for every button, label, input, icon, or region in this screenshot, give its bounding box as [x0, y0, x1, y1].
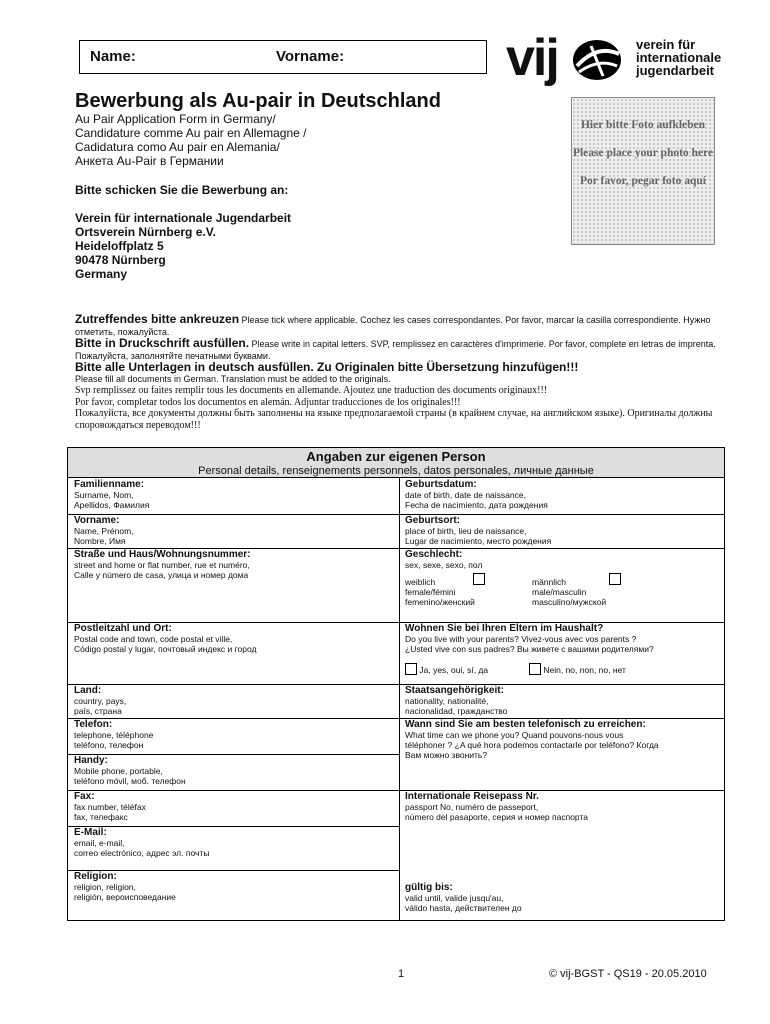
field-hint: Fecha de nacimiento, дата рождения	[405, 500, 548, 510]
field-gueltig-bis[interactable]	[405, 882, 720, 913]
field-label: Land:	[74, 685, 102, 696]
yes-checkbox[interactable]	[405, 663, 417, 675]
field-hint: correo electrónico, адрес эл. почты	[74, 848, 210, 858]
page-title: Bewerbung als Au-pair in Deutschland	[75, 90, 441, 112]
field-hint: street and home or flat number, rue et numéro,	[74, 560, 250, 570]
photo-text-en: Please place your photo here	[572, 147, 714, 159]
field-plz-ort[interactable]	[74, 623, 394, 654]
instruction-print-bold: Bitte in Druckschrift ausfüllen.	[75, 336, 250, 350]
field-hint: Вам можно звонить?	[405, 750, 488, 760]
field-label: gültig bis:	[405, 882, 453, 893]
logo-emblem-icon	[569, 36, 625, 84]
field-email[interactable]	[74, 827, 394, 858]
title-translation: Au Pair Application Form in Germany/	[75, 112, 276, 126]
field-hint: What time can we phone you? Quand pouvons-nous vous	[405, 730, 624, 740]
field-hint: Lugar de nacimiento, место рождения	[405, 536, 552, 546]
title-translation: Анкета Au-Pair в Германии	[75, 154, 224, 168]
option-yes-label: Ja, yes, oui, sí, да	[419, 665, 489, 675]
instruction-tick-bold: Zutreffendes bitte ankreuzen	[75, 312, 240, 326]
column-divider	[399, 478, 400, 921]
male-checkbox[interactable]	[609, 573, 621, 585]
field-handy[interactable]	[74, 755, 394, 786]
field-familienname[interactable]	[74, 479, 394, 510]
field-label: Straße und Haus/Wohnungsnummer:	[74, 549, 251, 560]
photo-text-de: Hier bitte Foto aufkleben	[580, 119, 706, 131]
field-hint: fax, телефакс	[74, 812, 128, 822]
instruction-docs-es: Por favor, completar todos los documentos en alemán. Adjuntar traducciones de los originales!!!	[75, 396, 461, 408]
instructions	[75, 314, 725, 431]
option-no-label: Nein, no, non, no, нет	[543, 665, 626, 675]
field-label: Vorname:	[74, 515, 120, 526]
option-female-label: weiblich	[405, 577, 436, 587]
field-hint: teléfono, телефон	[74, 740, 144, 750]
logo-tagline-line: internationale	[636, 50, 722, 65]
option-yes[interactable]	[405, 663, 488, 675]
field-label: Familienname:	[74, 479, 145, 490]
photo-placeholder[interactable]	[571, 97, 715, 245]
name-label: Name:	[90, 48, 136, 65]
field-erreichbarkeit[interactable]	[405, 719, 723, 760]
address-line: Heideloffplatz 5	[75, 239, 164, 253]
logo-text: vij	[506, 29, 558, 87]
page-number: 1	[398, 968, 405, 980]
field-hint: place of birth, lieu de naissance,	[405, 526, 527, 536]
logo-tagline-line: jugendarbeit	[636, 63, 715, 78]
personal-details-form	[67, 447, 725, 921]
field-label: Religion:	[74, 871, 117, 882]
instruction-docs-en: Please fill all documents in German. Translation must be added to the originals.	[75, 373, 391, 384]
no-checkbox[interactable]	[529, 663, 541, 675]
field-hint: country, pays,	[74, 696, 127, 706]
address-line: Ortsverein Nürnberg e.V.	[75, 225, 216, 239]
field-geburtsdatum[interactable]	[405, 479, 720, 510]
field-hint: date of birth, date de naissance,	[405, 490, 526, 500]
logo-tagline	[636, 38, 721, 77]
field-label: Geschlecht:	[405, 549, 463, 560]
field-hint: país, страна	[74, 706, 122, 716]
instruction-print-text: Please write in capital letters. SVP, remplissez en caractères d'imprimerie. Por favor, complete en letras de imprenta. Пожалуйста, заполнятйте печатными буквами.	[75, 339, 716, 361]
field-hint: religion, religion,	[74, 882, 136, 892]
field-hint: Name, Prénom,	[74, 526, 134, 536]
field-strasse[interactable]	[74, 549, 394, 580]
field-land[interactable]	[74, 685, 394, 716]
instruction-tick-text: Please tick where applicable. Cochez les cases correspondantes. Por favor, marcar la casilla correspondiente. Нужно отметить, пожалуйста.	[75, 315, 711, 337]
field-hint: Calle y número de casa, улица и номер дома	[74, 570, 249, 580]
instruction-docs-ru: Пожалуйста, все документы должны быть заполнены на языке предполагаемой страны (в крайнем случае, на английском языке). Оригиналы должны споровождаться переводом!!!	[75, 408, 713, 431]
field-hint: número del pasaporte, серия и номер паспорта	[405, 812, 588, 822]
field-hint: nationality, nationalité,	[405, 696, 489, 706]
option-female[interactable]	[405, 577, 545, 607]
option-no[interactable]	[529, 663, 626, 675]
field-telefon[interactable]	[74, 719, 394, 750]
field-staatsangehoerigkeit[interactable]	[405, 685, 720, 716]
field-hint: Do you live with your parents? Vivez-vous avec vos parents ?	[405, 634, 637, 644]
field-label: Fax:	[74, 791, 95, 802]
photo-text-es: Por favor, pegar foto aquí	[580, 175, 706, 187]
instruction-docs-fr: Svp remplissez ou faites remplir tous les documents en allemande. Ajoutez une traduction des documents originaux!!!	[75, 385, 548, 396]
form-heading: Angaben zur eigenen Person	[306, 449, 486, 464]
field-label: Postleitzahl und Ort:	[74, 623, 172, 634]
vorname-label: Vorname:	[276, 48, 345, 65]
logo-tagline-line: verein für	[636, 37, 696, 52]
field-hint: téléphoner ? ¿A qué hora podemos contactarle por teléfono? Когда	[405, 740, 659, 750]
address-line: 90478 Nürnberg	[75, 253, 166, 267]
field-hint: Nombre, Имя	[74, 536, 126, 546]
field-hint: fax number, téléfax	[74, 802, 146, 812]
instruction-print	[75, 338, 725, 362]
field-label: E-Mail:	[74, 827, 107, 838]
send-to-label: Bitte schicken Sie die Bewerbung an:	[75, 183, 289, 197]
field-label: Staatsangehörigkeit:	[405, 685, 504, 696]
female-checkbox[interactable]	[473, 573, 485, 585]
field-hint: Mobile phone, portable,	[74, 766, 163, 776]
field-hint: sex, sexe, sexo, пол	[405, 560, 483, 570]
field-hint: religión, вероисповедание	[74, 892, 176, 902]
field-hint: telephone, téléphone	[74, 730, 154, 740]
title-translation: Candidature comme Au pair en Allemagne /	[75, 126, 307, 140]
field-label: Handy:	[74, 755, 108, 766]
form-subheading: Personal details, renseignements personnels, datos personales, личные данные	[198, 465, 594, 477]
field-hint: nacionalidad, гражданство	[405, 706, 508, 716]
option-male-translation: masculino/мужской	[532, 597, 607, 607]
field-label: Wann sind Sie am besten telefonisch zu erreichen:	[405, 719, 646, 730]
title-translation: Cadidatura como Au pair en Alemania/	[75, 140, 280, 154]
option-male-translation: male/masculin	[532, 587, 587, 597]
field-hint: Apellidos, Фамилия	[74, 500, 150, 510]
field-religion[interactable]	[74, 871, 394, 902]
field-fax[interactable]	[74, 791, 394, 822]
vij-logo	[506, 29, 736, 87]
copyright-text: © vij-BGST - QS19 - 20.05.2010	[549, 968, 707, 980]
field-label: Geburtsort:	[405, 515, 460, 526]
name-box	[79, 40, 487, 74]
field-label: Geburtsdatum:	[405, 479, 477, 490]
field-label: Internationale Reisepass Nr.	[405, 791, 539, 802]
field-hint: válido hasta, действителен до	[405, 903, 522, 913]
field-hint: Código postal y lugar, почтовый индекс и город	[74, 644, 257, 654]
field-vorname[interactable]	[74, 515, 394, 546]
field-hint: passport No, numéro de passeport,	[405, 802, 539, 812]
field-hint: teléfono móvil, моб. телефон	[74, 776, 186, 786]
option-male[interactable]	[532, 577, 682, 607]
option-female-translation: femenino/женский	[405, 597, 475, 607]
instruction-docs-bold: Bitte alle Unterlagen in deutsch ausfüllen. Zu Originalen bitte Übersetzung hinzufügen!!!	[75, 360, 579, 374]
field-hint: valid until, valide jusqu'au,	[405, 893, 504, 903]
field-eltern	[405, 623, 723, 683]
field-geburtsort[interactable]	[405, 515, 720, 546]
field-reisepass[interactable]	[405, 791, 720, 822]
field-geschlecht	[405, 549, 720, 621]
field-hint: Postal code and town, code postal et ville,	[74, 634, 233, 644]
field-hint: Surname, Nom,	[74, 490, 134, 500]
address-line: Germany	[75, 267, 128, 281]
field-hint: email, e-mail,	[74, 838, 125, 848]
field-hint: ¿Usted vive con sus padres? Вы живете с вашими родителями?	[405, 644, 654, 654]
title-translations	[75, 112, 306, 168]
field-label: Wohnen Sie bei Ihren Eltern im Haushalt?	[405, 623, 604, 634]
form-header	[68, 448, 724, 478]
address-block	[75, 211, 291, 281]
instruction-tick	[75, 314, 725, 338]
option-female-translation: female/fémini	[405, 587, 456, 597]
field-label: Telefon:	[74, 719, 113, 730]
address-line: Verein für internationale Jugendarbeit	[75, 211, 292, 225]
option-male-label: männlich	[532, 577, 567, 587]
